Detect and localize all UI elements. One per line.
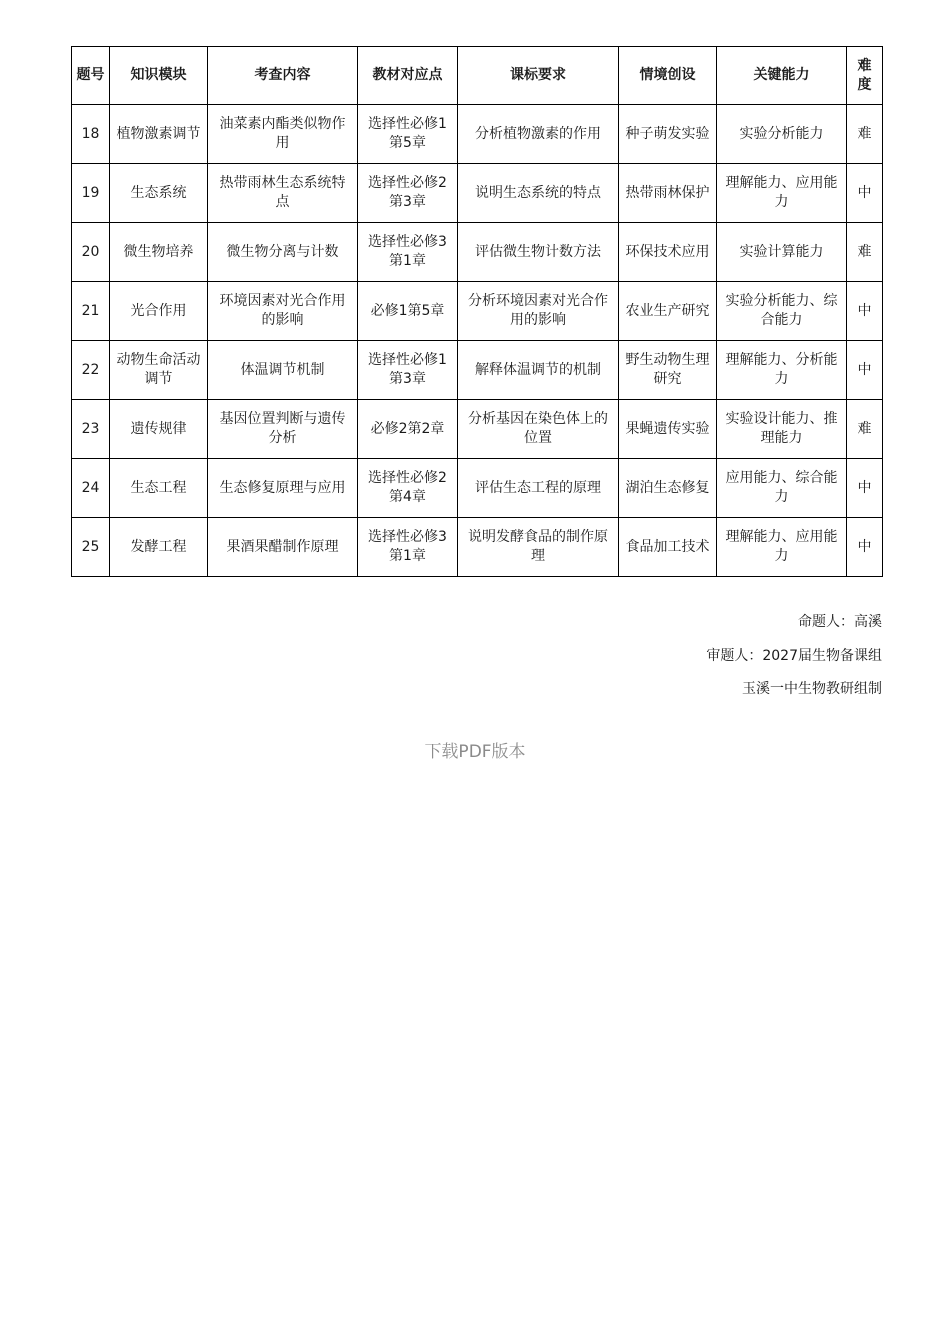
cell-curriculum-requirement: 评估微生物计数方法 [458, 223, 619, 282]
cell-question-number: 24 [72, 459, 110, 518]
table-header-row [72, 47, 883, 105]
cell-scenario: 环保技术应用 [619, 223, 717, 282]
cell-scenario: 食品加工技术 [619, 518, 717, 577]
cell-knowledge-module: 植物激素调节 [110, 105, 208, 164]
cell-question-number: 22 [72, 341, 110, 400]
cell-assessment-content: 生态修复原理与应用 [208, 459, 358, 518]
cell-textbook-reference: 必修2第2章 [358, 400, 458, 459]
cell-curriculum-requirement: 评估生态工程的原理 [458, 459, 619, 518]
cell-assessment-content: 基因位置判断与遗传分析 [208, 400, 358, 459]
cell-difficulty: 难 [847, 105, 883, 164]
table-row [72, 282, 883, 341]
table-row [72, 341, 883, 400]
cell-difficulty: 中 [847, 459, 883, 518]
cell-difficulty: 中 [847, 282, 883, 341]
cell-textbook-reference: 选择性必修1第3章 [358, 341, 458, 400]
cell-knowledge-module: 微生物培养 [110, 223, 208, 282]
cell-assessment-content: 环境因素对光合作用的影响 [208, 282, 358, 341]
cell-scenario: 农业生产研究 [619, 282, 717, 341]
cell-key-ability: 理解能力、分析能力 [717, 341, 847, 400]
cell-curriculum-requirement: 说明生态系统的特点 [458, 164, 619, 223]
cell-key-ability: 实验分析能力 [717, 105, 847, 164]
cell-question-number: 21 [72, 282, 110, 341]
cell-question-number: 18 [72, 105, 110, 164]
cell-key-ability: 理解能力、应用能力 [717, 518, 847, 577]
cell-key-ability: 实验分析能力、综合能力 [717, 282, 847, 341]
reviewer-line: 审题人：2027届生物备课组 [706, 647, 882, 664]
cell-textbook-reference: 选择性必修1第5章 [358, 105, 458, 164]
cell-question-number: 19 [72, 164, 110, 223]
cell-assessment-content: 热带雨林生态系统特点 [208, 164, 358, 223]
cell-scenario: 野生动物生理研究 [619, 341, 717, 400]
cell-knowledge-module: 遗传规律 [110, 400, 208, 459]
table-row [72, 400, 883, 459]
cell-knowledge-module: 动物生命活动调节 [110, 341, 208, 400]
cell-scenario: 热带雨林保护 [619, 164, 717, 223]
header-key-ability: 关键能力 [717, 47, 847, 105]
cell-assessment-content: 果酒果醋制作原理 [208, 518, 358, 577]
table-row [72, 518, 883, 577]
cell-curriculum-requirement: 分析环境因素对光合作用的影响 [458, 282, 619, 341]
cell-curriculum-requirement: 分析植物激素的作用 [458, 105, 619, 164]
cell-key-ability: 理解能力、应用能力 [717, 164, 847, 223]
header-knowledge-module: 知识模块 [110, 47, 208, 105]
cell-curriculum-requirement: 分析基因在染色体上的位置 [458, 400, 619, 459]
cell-scenario: 种子萌发实验 [619, 105, 717, 164]
question-analysis-table-wrapper [71, 46, 882, 577]
author-line: 命题人：高溪 [798, 614, 882, 630]
cell-textbook-reference: 选择性必修3第1章 [358, 223, 458, 282]
cell-key-ability: 应用能力、综合能力 [717, 459, 847, 518]
document-footer [706, 612, 882, 713]
table-row [72, 164, 883, 223]
cell-assessment-content: 油菜素内酯类似物作用 [208, 105, 358, 164]
cell-assessment-content: 微生物分离与计数 [208, 223, 358, 282]
header-assessment-content: 考查内容 [208, 47, 358, 105]
table-row [72, 105, 883, 164]
cell-difficulty: 中 [847, 164, 883, 223]
cell-difficulty: 难 [847, 223, 883, 282]
header-scenario: 情境创设 [619, 47, 717, 105]
table-row [72, 459, 883, 518]
cell-difficulty: 中 [847, 341, 883, 400]
cell-curriculum-requirement: 说明发酵食品的制作原理 [458, 518, 619, 577]
cell-scenario: 果蝇遗传实验 [619, 400, 717, 459]
cell-question-number: 23 [72, 400, 110, 459]
header-textbook-reference: 教材对应点 [358, 47, 458, 105]
cell-question-number: 20 [72, 223, 110, 282]
cell-key-ability: 实验设计能力、推理能力 [717, 400, 847, 459]
cell-knowledge-module: 生态工程 [110, 459, 208, 518]
cell-difficulty: 难 [847, 400, 883, 459]
cell-assessment-content: 体温调节机制 [208, 341, 358, 400]
cell-scenario: 湖泊生态修复 [619, 459, 717, 518]
cell-knowledge-module: 光合作用 [110, 282, 208, 341]
cell-textbook-reference: 必修1第5章 [358, 282, 458, 341]
cell-textbook-reference: 选择性必修3第1章 [358, 518, 458, 577]
cell-textbook-reference: 选择性必修2第3章 [358, 164, 458, 223]
cell-textbook-reference: 选择性必修2第4章 [358, 459, 458, 518]
organization-line: 玉溪一中生物教研组制 [742, 681, 882, 697]
header-question-number: 题号 [72, 47, 110, 105]
cell-difficulty: 中 [847, 518, 883, 577]
table-row [72, 223, 883, 282]
cell-curriculum-requirement: 解释体温调节的机制 [458, 341, 619, 400]
question-analysis-table [71, 46, 883, 577]
header-curriculum-requirement: 课标要求 [458, 47, 619, 105]
cell-key-ability: 实验计算能力 [717, 223, 847, 282]
download-pdf-link[interactable]: 下载PDF版本 [424, 742, 526, 762]
cell-knowledge-module: 生态系统 [110, 164, 208, 223]
cell-question-number: 25 [72, 518, 110, 577]
header-difficulty: 难度 [847, 47, 883, 105]
cell-knowledge-module: 发酵工程 [110, 518, 208, 577]
